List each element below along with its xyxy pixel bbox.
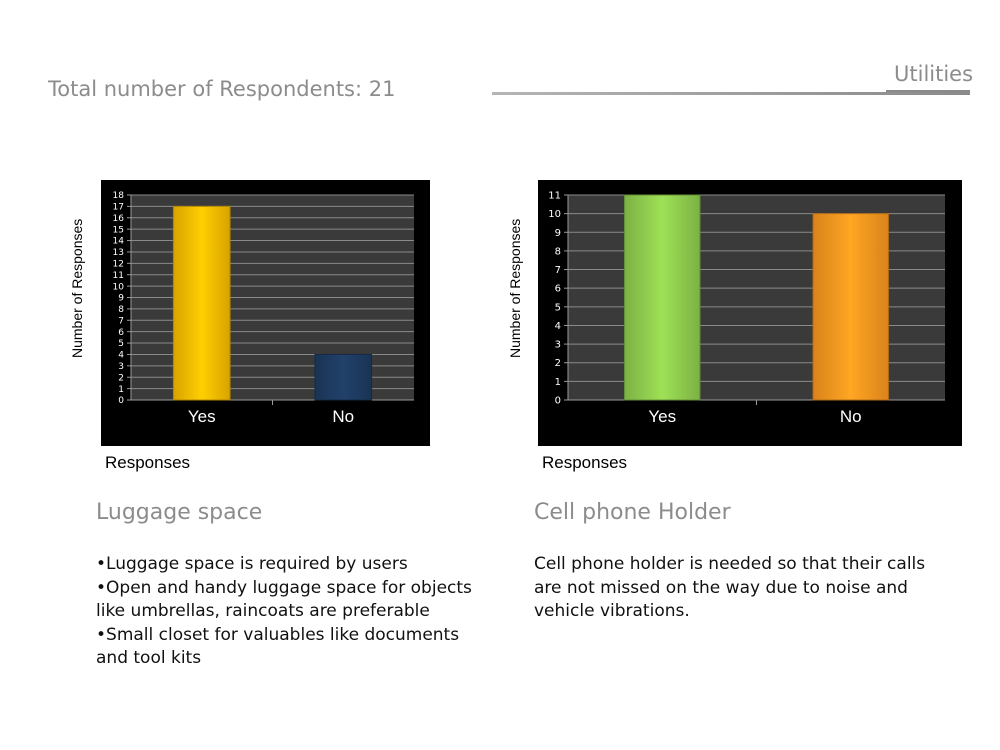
y-tick-label: 2 <box>118 373 124 384</box>
slide-title: Utilities <box>894 62 974 86</box>
y-tick-label: 7 <box>118 316 124 327</box>
phone-chart-svg <box>538 180 962 446</box>
y-tick-label: 3 <box>554 339 561 351</box>
luggage-chart <box>101 180 430 446</box>
y-tick-label: 8 <box>554 246 561 258</box>
y-tick-label: 13 <box>112 248 124 259</box>
category-label: Yes <box>648 407 677 426</box>
luggage-bullet: •Open and handy luggage space for objects like umbrellas, raincoats are preferable <box>96 577 472 621</box>
luggage-bullet-list <box>96 553 496 671</box>
y-tick-label: 12 <box>112 259 124 270</box>
y-tick-label: 9 <box>554 227 561 239</box>
bar-yes <box>625 195 700 400</box>
y-tick-label: 18 <box>112 191 124 202</box>
phone-heading: Cell phone Holder <box>534 500 731 525</box>
y-tick-label: 15 <box>112 225 124 236</box>
y-tick-label: 6 <box>554 283 561 295</box>
y-tick-label: 6 <box>118 327 124 338</box>
y-tick-label: 9 <box>118 293 124 304</box>
category-label: Yes <box>187 407 216 426</box>
y-tick-label: 11 <box>548 190 561 202</box>
title-divider <box>492 92 970 95</box>
category-label: No <box>839 407 862 426</box>
y-tick-label: 4 <box>118 350 124 361</box>
y-tick-label: 8 <box>118 305 124 316</box>
y-tick-label: 1 <box>118 384 124 395</box>
y-tick-label: 17 <box>112 202 124 213</box>
phone-description: Cell phone holder is needed so that their calls are not missed on the way due to noise and vehicle vibrations. <box>534 554 926 621</box>
category-label: No <box>332 407 355 426</box>
phone-chart <box>538 180 962 446</box>
luggage-bullet: •Luggage space is required by users <box>96 554 408 574</box>
luggage-chart-ylabel: Number of Responses <box>69 218 85 358</box>
y-tick-label: 1 <box>554 376 561 388</box>
y-tick-label: 0 <box>554 395 561 407</box>
bar-yes <box>173 206 230 400</box>
title-divider-accent <box>886 90 970 92</box>
y-tick-label: 3 <box>118 361 124 372</box>
y-tick-label: 14 <box>112 236 124 247</box>
y-tick-label: 10 <box>548 209 561 221</box>
phone-chart-xlabel: Responses <box>542 453 628 472</box>
y-tick-label: 5 <box>554 302 561 314</box>
y-tick-label: 7 <box>554 265 561 277</box>
y-tick-label: 2 <box>554 358 561 370</box>
luggage-chart-xlabel: Responses <box>105 453 191 472</box>
y-tick-label: 10 <box>112 282 124 293</box>
y-tick-label: 0 <box>118 396 124 407</box>
y-tick-label: 5 <box>118 339 124 350</box>
luggage-heading: Luggage space <box>96 500 263 525</box>
bar-no <box>813 214 888 400</box>
y-tick-label: 4 <box>554 320 561 332</box>
luggage-bullet: •Small closet for valuables like documents and tool kits <box>96 624 460 668</box>
respondents-count: Total number of Respondents: 21 <box>48 77 396 101</box>
y-tick-label: 16 <box>112 213 124 224</box>
luggage-chart-svg <box>101 180 430 446</box>
y-tick-label: 11 <box>112 270 124 281</box>
phone-chart-ylabel: Number of Responses <box>507 218 523 358</box>
bar-no <box>315 354 372 400</box>
